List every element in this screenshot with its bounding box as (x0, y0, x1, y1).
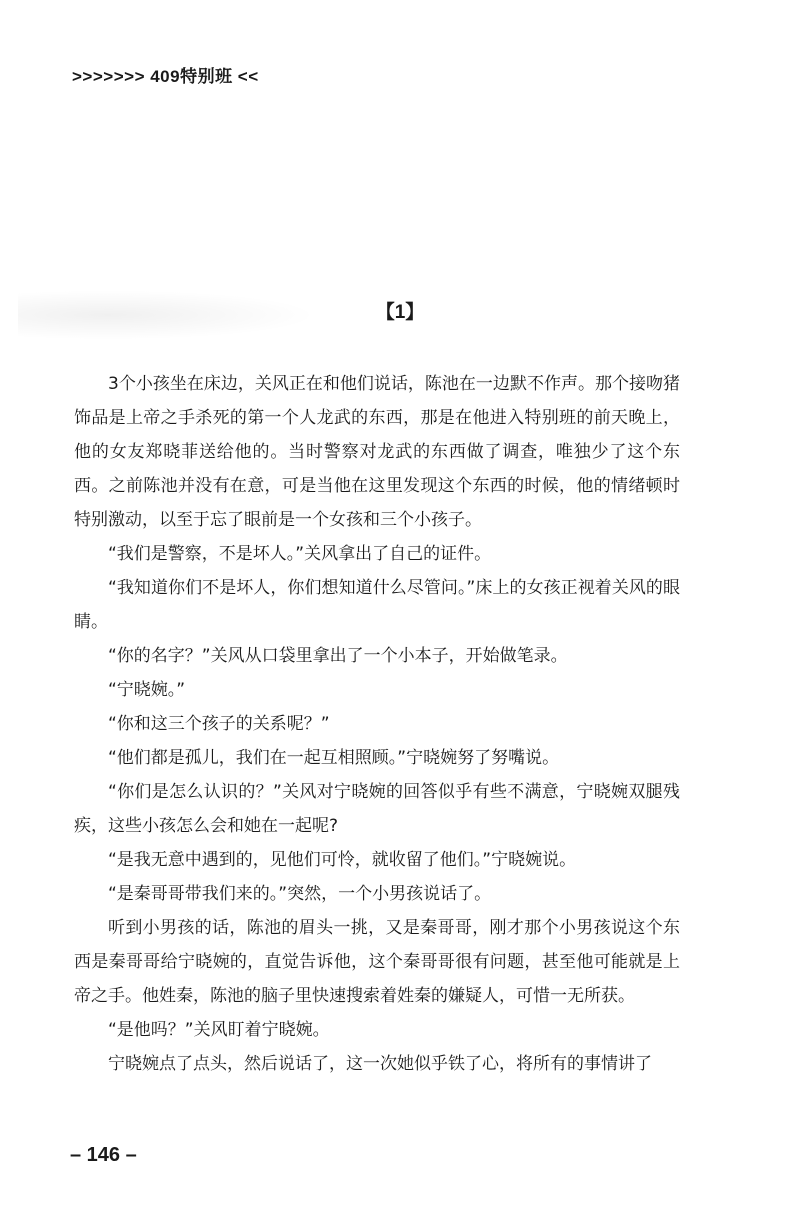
body-text (74, 367, 680, 1081)
paragraph: 听到小男孩的话，陈池的眉头一挑，又是秦哥哥，刚才那个小男孩说这个东西是秦哥哥给宁晓婉的，直觉告诉他，这个秦哥哥很有问题，甚至他可能就是上帝之手。他姓秦，陈池的脑子里快速搜索着姓秦的嫌疑人，可惜一无所获。 (74, 918, 680, 1006)
paragraph: “宁晓婉。” (108, 680, 186, 700)
running-header: >>>>>>> 409特别班 << (72, 67, 259, 86)
page-number: – 146 – (70, 1144, 137, 1166)
paragraph: “我知道你们不是坏人，你们想知道什么尽管问。”床上的女孩正视着关风的眼睛。 (74, 578, 680, 632)
section-heading: 【1】 (375, 302, 425, 323)
paragraph: “你们是怎么认识的？”关风对宁晓婉的回答似乎有些不满意，宁晓婉双腿残疾，这些小孩怎么会和她在一起呢? (74, 782, 680, 836)
paragraph: “是他吗？”关风盯着宁晓婉。 (108, 1020, 330, 1040)
paragraph: “是我无意中遇到的，见他们可怜，就收留了他们。”宁晓婉说。 (108, 850, 577, 870)
paragraph: “我们是警察，不是坏人。”关风拿出了自己的证件。 (108, 544, 492, 564)
paragraph: “他们都是孤儿，我们在一起互相照顾。”宁晓婉努了努嘴说。 (108, 748, 560, 768)
paragraph: 3个小孩坐在床边，关风正在和他们说话，陈池在一边默不作声。那个接吻猪饰品是上帝之手杀死的第一个人龙武的东西，那是在他进入特别班的前天晚上，他的女友郑晓菲送给他的。当时警察对龙武的东西做了调查，唯独少了这个东西。之前陈池并没有在意，可是当他在这里发现这个东西的时候，他的情绪顿时特别激动，以至于忘了眼前是一个女孩和三个小孩子。 (74, 374, 680, 530)
paragraph: 宁晓婉点了点头，然后说话了，这一次她似乎铁了心，将所有的事情讲了 (108, 1054, 652, 1074)
paragraph: “你和这三个孩子的关系呢？” (108, 714, 330, 734)
paragraph: “是秦哥哥带我们来的。”突然，一个小男孩说话了。 (108, 884, 492, 904)
paragraph: “你的名字？”关风从口袋里拿出了一个小本子，开始做笔录。 (108, 646, 568, 666)
